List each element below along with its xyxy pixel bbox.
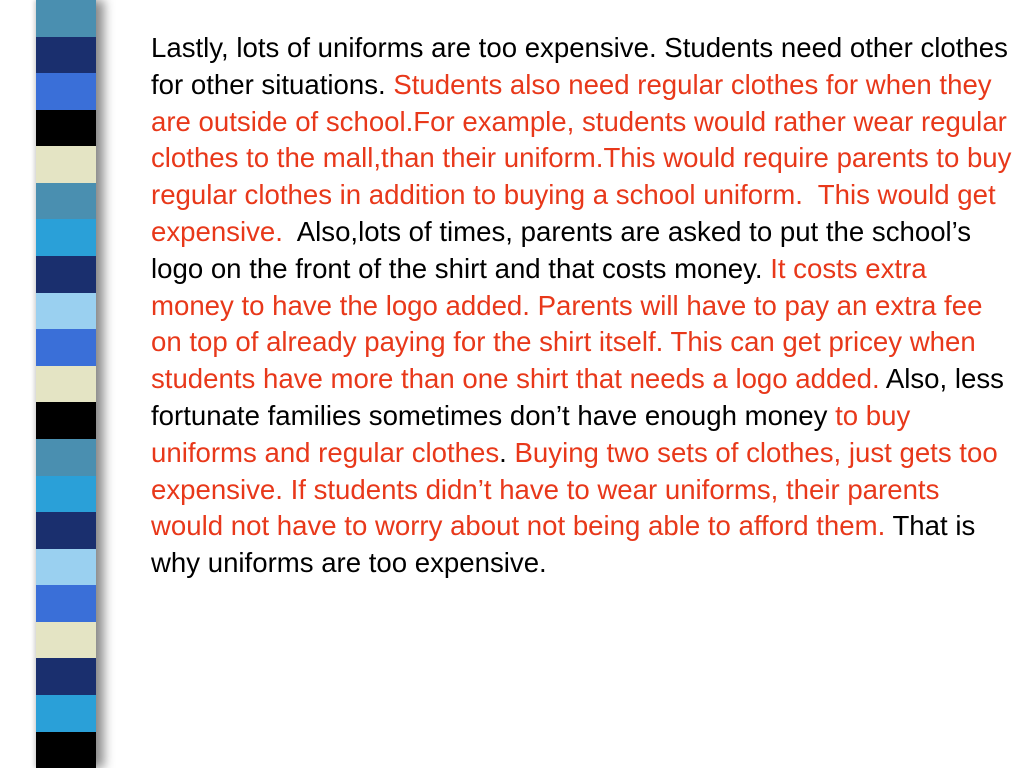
text-segment-red: Students also need regular clothes for when they are outside of school.For example, students would rather wear regular clothes to the mall,than their uniform.This would require parents to buy regular clothes in addition to buying a school uniform. This would get expensive. <box>151 68 1020 247</box>
stripe-block <box>36 512 96 549</box>
stripe-block <box>36 0 96 37</box>
stripe-block <box>36 146 96 183</box>
text-segment-red: to buy uniforms and regular clothes <box>151 399 918 468</box>
stripe-block <box>36 329 96 366</box>
text-segment-red: Buying two sets of clothes, just gets too expensive. If students didn’t have to wear uniforms, their parents would not have to worry about not being able to afford them. <box>151 436 1006 542</box>
text-segment-black: Lastly, lots of uniforms are too expensive. Students need other clothes for other situations. <box>151 32 1016 100</box>
stripe-block <box>36 658 96 695</box>
stripe-block <box>36 695 96 732</box>
stripe-block <box>36 622 96 659</box>
stripe-block <box>36 183 96 220</box>
stripe-block <box>36 110 96 147</box>
stripe-block <box>36 476 96 513</box>
text-segment-black: Also, less fortunate families sometimes don’t have enough money <box>151 363 1012 431</box>
stripe-block <box>36 256 96 293</box>
body-paragraph <box>151 30 1020 582</box>
text-segment-black: That is why uniforms are too expensive. <box>151 510 983 579</box>
stripe-block <box>36 402 96 439</box>
stripe-block <box>36 37 96 74</box>
text-segment-black: Also,lots of times, parents are asked to put the school’s logo on the front of the shirt and that costs money. <box>151 215 979 284</box>
stripe-block <box>36 732 96 768</box>
stripe-block <box>36 439 96 476</box>
stripe-block <box>36 549 96 586</box>
stripe-block <box>36 219 96 256</box>
text-segment-red: It costs extra money to have the logo added. Parents will have to pay an extra fee on top of already paying for the shirt itself. This can get pricey when students have more than one shirt that needs a logo added. <box>151 252 991 395</box>
stripe-block <box>36 73 96 110</box>
stripe-block <box>36 366 96 403</box>
text-segment-black: . <box>499 436 515 468</box>
stripe-block <box>36 293 96 330</box>
decorative-stripe-bar <box>36 0 96 768</box>
stripe-block <box>36 585 96 622</box>
